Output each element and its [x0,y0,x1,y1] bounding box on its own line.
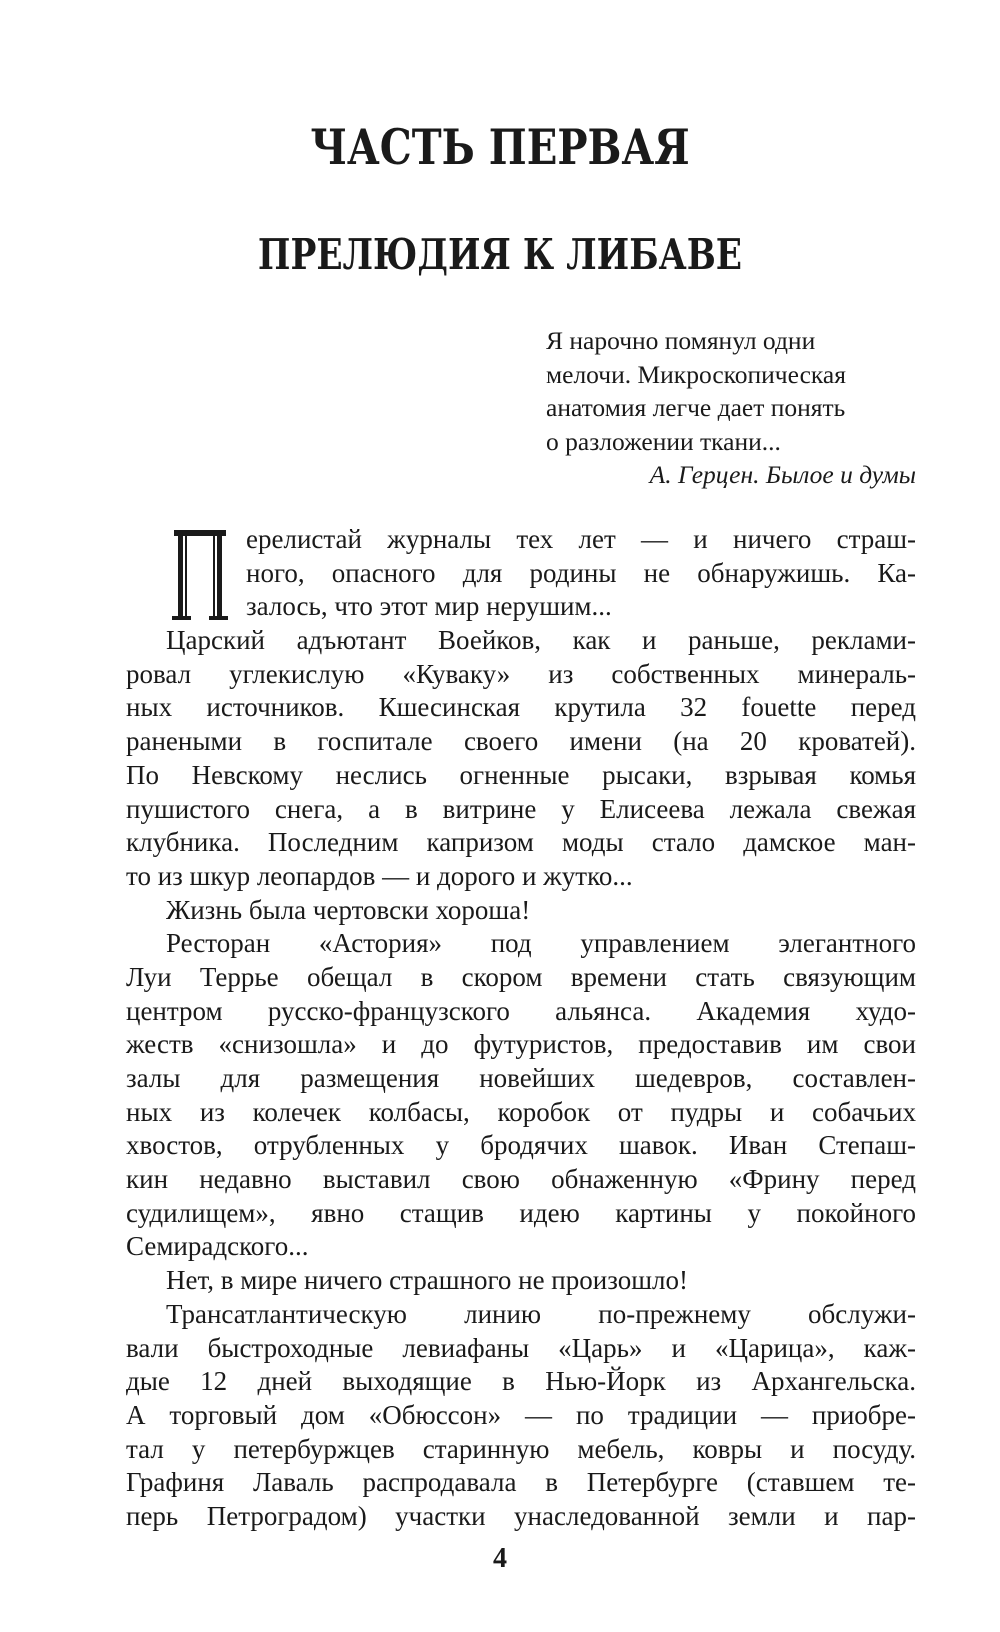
text-line: Жизнь была чертовски хороша! [166,894,531,925]
text-line: клубника. Последним капризом моды стало дамское ман- [126,827,916,858]
epigraph-line: Я нарочно помянул одни [546,326,816,355]
text-line: залы для размещения новейших шедевров, составлен- [126,1063,916,1093]
text-line: По Невскому неслись огненные рысаки, взрывая комья [126,759,916,790]
text-line: перь Петроградом) участки унаследованной земли и пар- [126,1500,916,1531]
text-line: Нет, в мире ничего страшного не произошло! [166,1265,688,1296]
epigraph-line: о разложении ткани... [546,426,781,456]
text-line: хвостов, отрубленных у бродячих шавок. Иван Степаш- [126,1130,916,1161]
text-line: ного, опасного для родины не обнаружишь. Ка- [246,557,916,588]
page-number: 4 [493,1543,507,1574]
text-line: пушистого снега, а в витрине у Елисеева лежала свежая [126,793,916,824]
text-line: то из шкур леопардов — и дорого и жутко... [126,860,633,891]
epigraph-line: мелочи. Микроскопическая [546,359,846,389]
text-line: ровал углекислую «Куваку» из собственных минераль- [126,658,916,689]
text-line: ранеными в госпитале своего имени (на 20 кроватей). [126,726,916,757]
text-line: ных источников. Кшесинская крутила 32 fouette перед [126,692,916,723]
text-line: Семирадского... [126,1231,309,1262]
text-line: центром русско-французского альянса. Академия худо- [126,995,916,1026]
text-line: Луи Террье обещал в скором времени стать связующим [126,961,916,992]
epigraph-line: анатомия легче дает понять [546,393,846,422]
text-line: Трансатлантическую линию по-прежнему обслужи- [166,1298,916,1329]
part-title: ЧАСТЬ ПЕРВАЯ [310,118,690,176]
text-line: ных из колечек колбасы, коробок от пудры и собачьих [126,1096,916,1127]
text-line: жеств «снизошла» и до футуристов, предоставив им свои [126,1029,916,1060]
body-text [126,523,916,1534]
chapter-title: ПРЕЛЮДИЯ К ЛИБАВЕ [257,230,743,279]
text-line: А торговый дом «Обюссон» — по традиции — приобре- [126,1399,916,1430]
text-line: тал у петербуржцев старинную мебель, ковры и посуду. [126,1433,916,1464]
text-line: Графиня Лаваль распродавала в Петербурге (ставшем те- [126,1467,916,1498]
text-line: Царский адъютант Воейков, как и раньше, реклами- [166,625,916,656]
text-line: Ресторан «Астория» под управлением элегантного [166,928,916,959]
text-line: дые 12 дней выходящие в Нью-Йорк из Архангельска. [126,1366,916,1397]
text-line: ерелистай журналы тех лет — и ничего страш- [246,524,916,554]
text-line: судилищем», явно стащив идею картины у покойного [126,1197,916,1228]
text-line: вали быстроходные левиафаны «Царь» и «Царица», каж- [126,1332,916,1363]
epigraph-attribution: А. Герцен. Былое и думы [649,460,916,489]
text-line: залось, что этот мир нерушим... [246,591,612,622]
epigraph [546,324,916,492]
text-line: кин недавно выставил свою обнаженную «Фрину перед [126,1164,916,1195]
